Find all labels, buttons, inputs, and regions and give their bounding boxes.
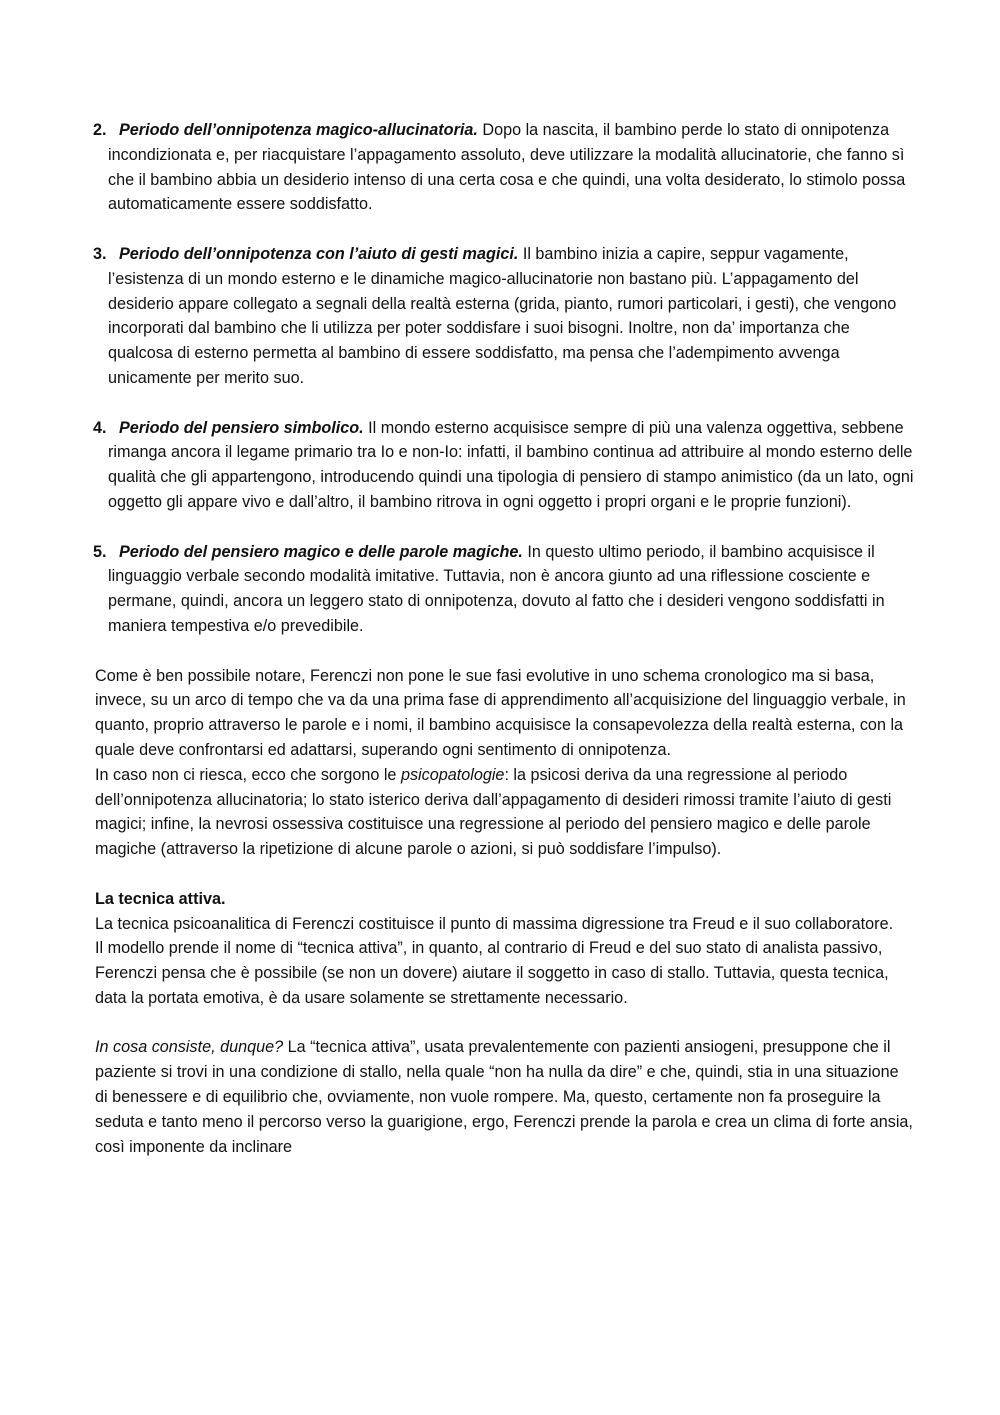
italic-term: psicopatologie	[400, 765, 505, 784]
page-content	[95, 118, 915, 1159]
list-item-title: Periodo del pensiero magico e delle parole magiche.	[119, 542, 523, 561]
list-number: 3.	[93, 244, 107, 263]
list-number: 2.	[93, 121, 107, 139]
paragraph-tecnica-consiste	[95, 1035, 915, 1159]
spacer	[95, 1011, 915, 1036]
list-item	[95, 242, 915, 391]
paragraph-text: : la psicosi deriva da una regressione al periodo dell’onnipotenza allucinatoria; lo stato isterico deriva dall’appagamento di desideri rimossi tramite l’aiuto di gesti magici; infine, la nevrosi ossessiva costituisce una regressione al periodo del pensiero magico e delle parole magiche (attraverso la ripetizione di alcune parole o azioni, si può soddisfare l’impulso).	[95, 765, 892, 859]
section-heading: La tecnica attiva.	[95, 889, 226, 908]
list-number: 4.	[93, 418, 107, 437]
spacer	[95, 862, 915, 887]
list-item-body	[108, 416, 915, 515]
paragraph-tecnica-intro: La tecnica psicoanalitica di Ferenczi costituisce il punto di massima digressione tra Freud e il suo collaboratore.	[95, 914, 894, 933]
italic-question: In cosa consiste, dunque?	[95, 1038, 284, 1057]
list-item-body	[108, 540, 915, 639]
list-item	[95, 118, 915, 217]
list-item-title: Periodo dell’onnipotenza con l’aiuto di gesti magici.	[119, 244, 519, 263]
list-item-text: In questo ultimo periodo, il bambino acquisisce il linguaggio verbale secondo modalità imitative. Tuttavia, non è ancora giunto ad una riflessione cosciente e permane, quindi, ancora un leggero stato di onnipotenza, dovuto al fatto che i desideri vengono soddisfatti in maniera tempestiva e/o prevedibile.	[108, 542, 885, 635]
paragraph-psicopatologie	[95, 763, 915, 862]
paragraph-tecnica-modello: Il modello prende il nome di “tecnica attiva”, in quanto, al contrario di Freud e del suo stato di analista passivo, Ferenczi pensa che è possibile (se non un dovere) aiutare il soggetto in caso di stallo. Tuttavia, questa tecnica, data la portata emotiva, è da usare solamente se strettamente necessario.	[95, 939, 889, 1007]
list-item-body	[108, 242, 915, 391]
list-item	[95, 416, 915, 515]
list-item-body	[108, 118, 915, 217]
paragraph-ferenczi-phases: Come è ben possibile notare, Ferenczi non pone le sue fasi evolutive in uno schema cronologico ma si basa, invece, su un arco di tempo che va da una prima fase di apprendimento all’acquisizione del linguaggio verbale, in quanto, proprio attraverso le parole e i nomi, il bambino acquisisce la consapevolezza della realtà esterna, con la quale deve confrontarsi ed adattarsi, superando ogni sentimento di onnipotenza.	[95, 666, 906, 759]
paragraph-text: In caso non ci riesca, ecco che sorgono le	[95, 765, 401, 784]
list-number: 5.	[93, 542, 107, 561]
list-item	[95, 540, 915, 639]
list-item-title: Periodo del pensiero simbolico.	[119, 418, 364, 437]
list-item-text: Il mondo esterno acquisisce sempre di più una valenza oggettiva, sebbene rimanga ancora il legame primario tra Io e non-Io: infatti, il bambino continua ad attribuire al mondo esterno delle qualità che gli appartengono, introducendo quindi una tipologia di pensiero di stampo animistico (da un lato, ogni oggetto gli appare vivo e dall’altro, il bambino ritrova in ogni oggetto i propri organi e le proprie funzioni).	[108, 418, 914, 511]
paragraph-text: La “tecnica attiva”, usata prevalentemente con pazienti ansiogeni, presuppone che il paziente si trovi in una condizione di stallo, nella quale “non ha nulla da dire” e che, quindi, stia in una situazione di benessere e di equilibrio che, ovviamente, non vuole rompere. Ma, questo, certamente non fa proseguire la seduta e tanto meno il percorso verso la guarigione, ergo, Ferenczi prende la parola e crea un clima di forte ansia, così imponente da inclinare	[95, 1038, 913, 1156]
list-item-text: Dopo la nascita, il bambino perde lo stato di onnipotenza incondizionata e, per riacquistare l’appagamento assoluto, deve utilizzare la modalità allucinatorie, che fanno sì che il bambino abbia un desiderio intenso di una certa cosa e che quindi, una volta desiderato, lo stimolo possa automaticamente essere soddisfatto.	[108, 121, 906, 214]
list-item-title: Periodo dell’onnipotenza magico-allucinatoria.	[119, 121, 478, 139]
list-item-text: Il bambino inizia a capire, seppur vagamente, l’esistenza di un mondo esterno e le dinamiche magico-allucinatorie non bastano più. L’appagamento del desiderio appare collegato a segnali della realtà esterna (grida, pianto, rumori particolari, i gesti), che vengono incorporati dal bambino che li utilizza per poter soddisfare i suoi bisogni. Inoltre, non da’ importanza che qualcosa di esterno permetta al bambino di essere soddisfatto, ma pensa che l’adempimento avvenga unicamente per merito suo.	[108, 244, 897, 387]
